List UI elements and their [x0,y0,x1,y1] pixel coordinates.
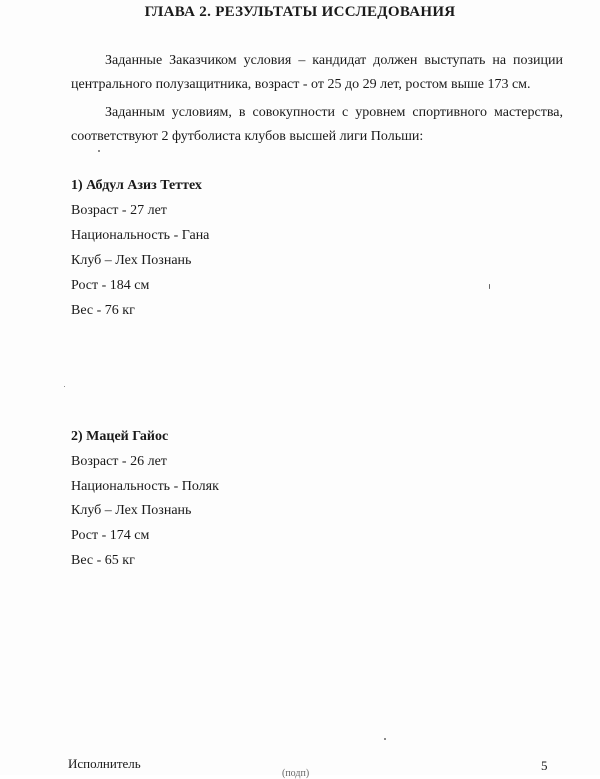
player-2-weight: Вес - 65 кг [71,553,135,568]
paragraph-matching [71,101,563,149]
player-2-title: 2) Мацей Гайос [71,429,169,444]
player-1-club: Клуб – Лех Познань [71,253,192,268]
signature-hint: (подп) [282,768,310,779]
chapter-heading: ГЛАВА 2. РЕЗУЛЬТАТЫ ИССЛЕДОВАНИЯ [144,4,456,20]
paragraph-matching-text: Заданным условиям, в совокупности с уровнем спортивного мастерства, соответствуют 2 футболиста клубов высшей лиги Польши: [71,105,563,144]
scan-speck [64,386,65,387]
player-1-weight: Вес - 76 кг [71,303,135,318]
player-2-nationality: Национальность - Поляк [71,479,219,494]
player-2-age: Возраст - 26 лет [71,454,167,469]
paragraph-conditions [71,49,563,97]
executor-label: Исполнитель [68,756,141,771]
page-number: 5 [541,758,548,773]
player-2-club: Клуб – Лех Познань [71,503,192,518]
scan-speck [98,150,100,152]
player-2-height: Рост - 174 см [71,528,150,543]
player-1-height: Рост - 184 см [71,278,150,293]
player-1-age: Возраст - 27 лет [71,203,167,218]
scan-speck [384,738,386,740]
player-1-title: 1) Абдул Азиз Теттех [71,178,202,193]
paragraph-conditions-text: Заданные Заказчиком условия – кандидат должен выступать на позиции центрального полузащитника, возраст - от 25 до 29 лет, ростом выше 173 см. [71,53,563,92]
scan-speck [489,284,490,289]
player-1-nationality: Национальность - Гана [71,228,210,243]
